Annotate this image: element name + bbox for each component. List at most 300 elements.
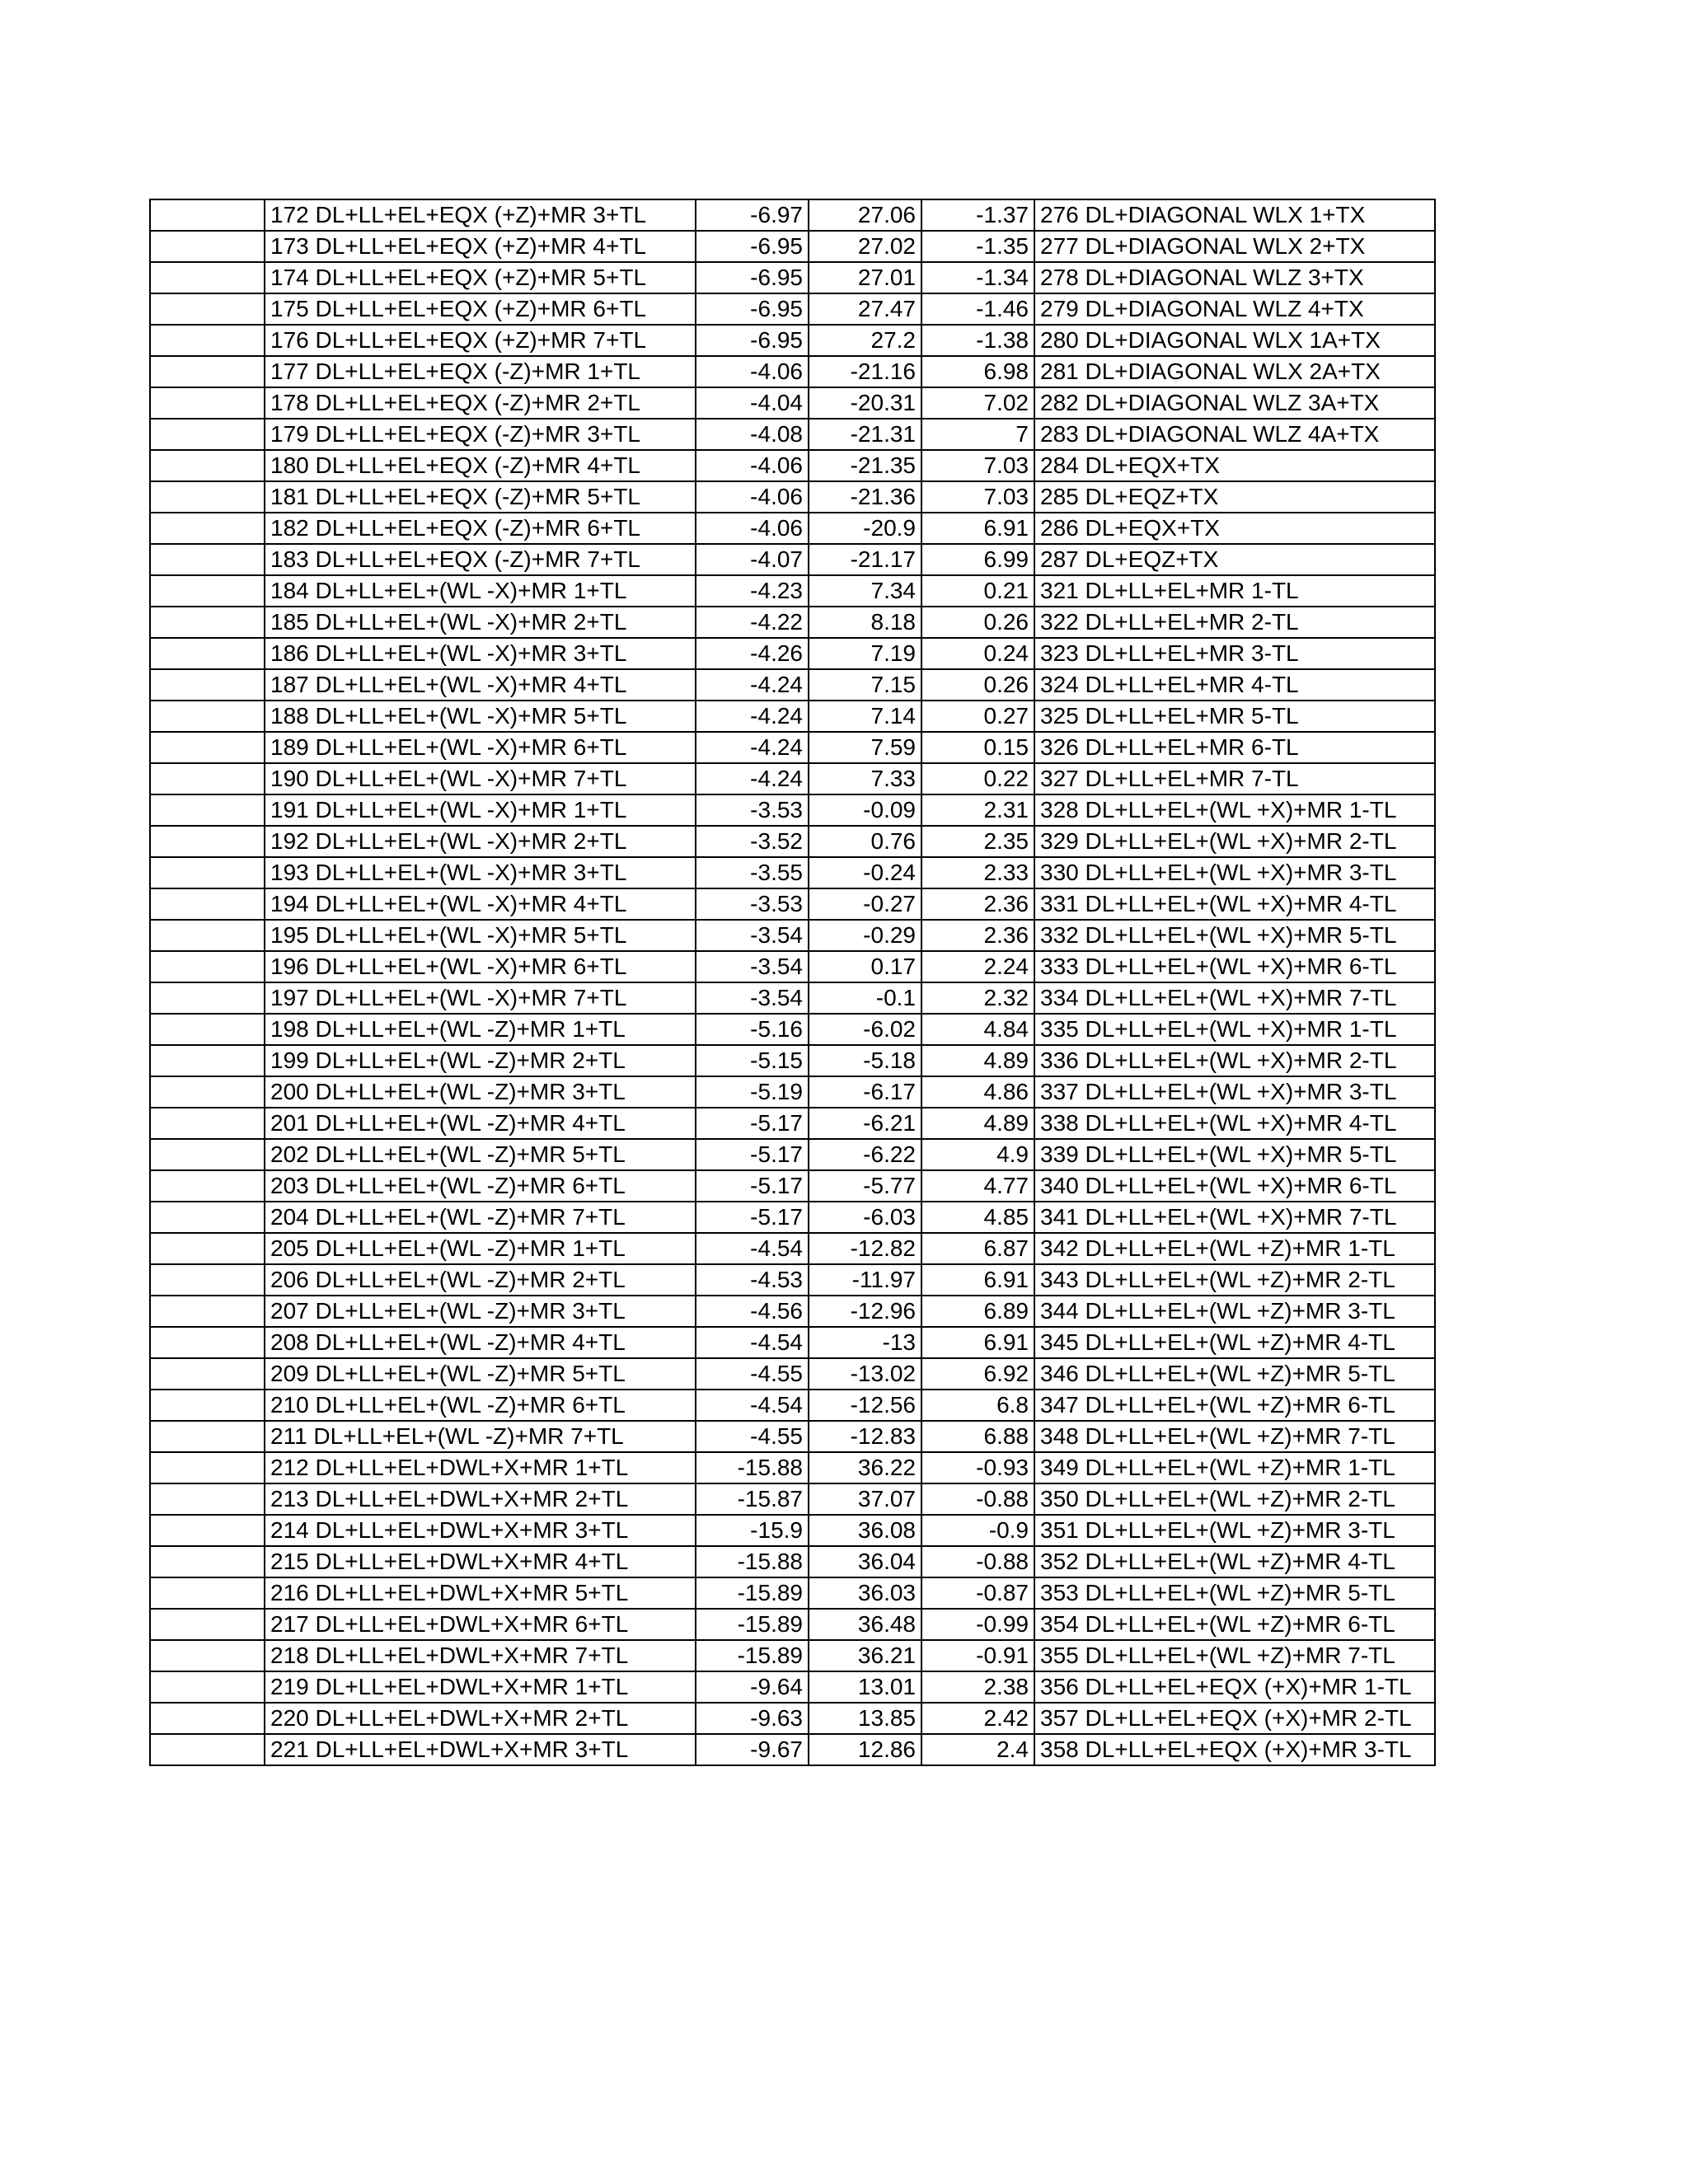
table-body — [150, 199, 1435, 1765]
value-1-cell: -15.9 — [696, 1515, 809, 1546]
value-3-cell: -1.38 — [921, 325, 1034, 356]
value-3-cell: 6.91 — [921, 513, 1034, 544]
empty-cell — [150, 794, 265, 826]
value-1-cell: -15.89 — [696, 1609, 809, 1640]
empty-cell — [150, 199, 265, 231]
empty-cell — [150, 1327, 265, 1358]
reference-combination-cell: 279 DL+DIAGONAL WLZ 4+TX — [1034, 293, 1435, 325]
table-row — [150, 1327, 1435, 1358]
value-1-cell: -3.55 — [696, 857, 809, 888]
value-1-cell: -3.54 — [696, 920, 809, 951]
empty-cell — [150, 1546, 265, 1577]
table-row — [150, 857, 1435, 888]
value-1-cell: -4.08 — [696, 419, 809, 450]
table-row — [150, 920, 1435, 951]
value-3-cell: -0.88 — [921, 1483, 1034, 1515]
load-combination-cell: 191 DL+LL+EL+(WL -X)+MR 1+TL — [265, 794, 696, 826]
empty-cell — [150, 1045, 265, 1076]
empty-cell — [150, 1202, 265, 1233]
value-2-cell: -20.9 — [809, 513, 921, 544]
load-combination-cell: 201 DL+LL+EL+(WL -Z)+MR 4+TL — [265, 1108, 696, 1139]
table-row — [150, 826, 1435, 857]
load-combination-cell: 200 DL+LL+EL+(WL -Z)+MR 3+TL — [265, 1076, 696, 1108]
reference-combination-cell: 327 DL+LL+EL+MR 7-TL — [1034, 763, 1435, 794]
table-row — [150, 1202, 1435, 1233]
value-1-cell: -4.06 — [696, 356, 809, 387]
value-1-cell: -4.54 — [696, 1390, 809, 1421]
table-row — [150, 1703, 1435, 1734]
table-row — [150, 1296, 1435, 1327]
load-combination-cell: 182 DL+LL+EL+EQX (-Z)+MR 6+TL — [265, 513, 696, 544]
reference-combination-cell: 276 DL+DIAGONAL WLX 1+TX — [1034, 199, 1435, 231]
value-2-cell: -21.16 — [809, 356, 921, 387]
value-1-cell: -6.95 — [696, 293, 809, 325]
value-3-cell: -0.88 — [921, 1546, 1034, 1577]
empty-cell — [150, 262, 265, 293]
value-2-cell: -13 — [809, 1327, 921, 1358]
table-row — [150, 450, 1435, 481]
table-row — [150, 1076, 1435, 1108]
reference-combination-cell: 353 DL+LL+EL+(WL +Z)+MR 5-TL — [1034, 1577, 1435, 1609]
value-2-cell: -21.31 — [809, 419, 921, 450]
value-2-cell: 7.59 — [809, 732, 921, 763]
value-1-cell: -5.15 — [696, 1045, 809, 1076]
load-combination-cell: 172 DL+LL+EL+EQX (+Z)+MR 3+TL — [265, 199, 696, 231]
reference-combination-cell: 342 DL+LL+EL+(WL +Z)+MR 1-TL — [1034, 1233, 1435, 1264]
empty-cell — [150, 325, 265, 356]
reference-combination-cell: 354 DL+LL+EL+(WL +Z)+MR 6-TL — [1034, 1609, 1435, 1640]
reference-combination-cell: 344 DL+LL+EL+(WL +Z)+MR 3-TL — [1034, 1296, 1435, 1327]
value-1-cell: -4.06 — [696, 513, 809, 544]
table-row — [150, 888, 1435, 920]
load-combination-cell: 195 DL+LL+EL+(WL -X)+MR 5+TL — [265, 920, 696, 951]
reference-combination-cell: 323 DL+LL+EL+MR 3-TL — [1034, 638, 1435, 669]
table-row — [150, 1671, 1435, 1703]
load-combination-cell: 203 DL+LL+EL+(WL -Z)+MR 6+TL — [265, 1170, 696, 1202]
table-row — [150, 575, 1435, 607]
load-combination-cell: 206 DL+LL+EL+(WL -Z)+MR 2+TL — [265, 1264, 696, 1296]
value-2-cell: -6.17 — [809, 1076, 921, 1108]
value-3-cell: -1.34 — [921, 262, 1034, 293]
load-combination-cell: 216 DL+LL+EL+DWL+X+MR 5+TL — [265, 1577, 696, 1609]
load-combination-cell: 177 DL+LL+EL+EQX (-Z)+MR 1+TL — [265, 356, 696, 387]
value-2-cell: -6.03 — [809, 1202, 921, 1233]
reference-combination-cell: 356 DL+LL+EL+EQX (+X)+MR 1-TL — [1034, 1671, 1435, 1703]
reference-combination-cell: 345 DL+LL+EL+(WL +Z)+MR 4-TL — [1034, 1327, 1435, 1358]
table-row — [150, 356, 1435, 387]
value-2-cell: 7.14 — [809, 701, 921, 732]
value-3-cell: 6.89 — [921, 1296, 1034, 1327]
empty-cell — [150, 826, 265, 857]
load-combination-cell: 186 DL+LL+EL+(WL -X)+MR 3+TL — [265, 638, 696, 669]
value-3-cell: 2.32 — [921, 982, 1034, 1014]
empty-cell — [150, 1703, 265, 1734]
load-combination-cell: 178 DL+LL+EL+EQX (-Z)+MR 2+TL — [265, 387, 696, 419]
value-1-cell: -3.52 — [696, 826, 809, 857]
value-1-cell: -4.54 — [696, 1233, 809, 1264]
reference-combination-cell: 338 DL+LL+EL+(WL +X)+MR 4-TL — [1034, 1108, 1435, 1139]
reference-combination-cell: 350 DL+LL+EL+(WL +Z)+MR 2-TL — [1034, 1483, 1435, 1515]
value-3-cell: 2.42 — [921, 1703, 1034, 1734]
reference-combination-cell: 329 DL+LL+EL+(WL +X)+MR 2-TL — [1034, 826, 1435, 857]
empty-cell — [150, 1390, 265, 1421]
empty-cell — [150, 1515, 265, 1546]
value-3-cell: -0.91 — [921, 1640, 1034, 1671]
reference-combination-cell: 346 DL+LL+EL+(WL +Z)+MR 5-TL — [1034, 1358, 1435, 1390]
reference-combination-cell: 335 DL+LL+EL+(WL +X)+MR 1-TL — [1034, 1014, 1435, 1045]
empty-cell — [150, 1296, 265, 1327]
value-1-cell: -15.89 — [696, 1640, 809, 1671]
table-row — [150, 419, 1435, 450]
load-combination-cell: 197 DL+LL+EL+(WL -X)+MR 7+TL — [265, 982, 696, 1014]
table-row — [150, 701, 1435, 732]
value-3-cell: 2.36 — [921, 920, 1034, 951]
value-2-cell: -0.29 — [809, 920, 921, 951]
empty-cell — [150, 1483, 265, 1515]
value-3-cell: 6.99 — [921, 544, 1034, 575]
reference-combination-cell: 325 DL+LL+EL+MR 5-TL — [1034, 701, 1435, 732]
table-row — [150, 1577, 1435, 1609]
value-2-cell: 36.04 — [809, 1546, 921, 1577]
value-3-cell: 6.92 — [921, 1358, 1034, 1390]
value-2-cell: -12.82 — [809, 1233, 921, 1264]
table-row — [150, 1233, 1435, 1264]
empty-cell — [150, 951, 265, 982]
table-row — [150, 1640, 1435, 1671]
table-row — [150, 1452, 1435, 1483]
reference-combination-cell: 283 DL+DIAGONAL WLZ 4A+TX — [1034, 419, 1435, 450]
value-3-cell: -0.99 — [921, 1609, 1034, 1640]
empty-cell — [150, 1452, 265, 1483]
empty-cell — [150, 544, 265, 575]
reference-combination-cell: 280 DL+DIAGONAL WLX 1A+TX — [1034, 325, 1435, 356]
reference-combination-cell: 321 DL+LL+EL+MR 1-TL — [1034, 575, 1435, 607]
empty-cell — [150, 888, 265, 920]
reference-combination-cell: 287 DL+EQZ+TX — [1034, 544, 1435, 575]
reference-combination-cell: 334 DL+LL+EL+(WL +X)+MR 7-TL — [1034, 982, 1435, 1014]
load-combination-cell: 193 DL+LL+EL+(WL -X)+MR 3+TL — [265, 857, 696, 888]
value-1-cell: -15.88 — [696, 1452, 809, 1483]
reference-combination-cell: 347 DL+LL+EL+(WL +Z)+MR 6-TL — [1034, 1390, 1435, 1421]
reference-combination-cell: 349 DL+LL+EL+(WL +Z)+MR 1-TL — [1034, 1452, 1435, 1483]
value-1-cell: -6.97 — [696, 199, 809, 231]
table-row — [150, 982, 1435, 1014]
value-2-cell: 27.02 — [809, 231, 921, 262]
table-row — [150, 1108, 1435, 1139]
value-3-cell: 2.35 — [921, 826, 1034, 857]
value-3-cell: 4.89 — [921, 1045, 1034, 1076]
value-1-cell: -9.63 — [696, 1703, 809, 1734]
value-3-cell: 0.26 — [921, 669, 1034, 701]
table-row — [150, 513, 1435, 544]
reference-combination-cell: 322 DL+LL+EL+MR 2-TL — [1034, 607, 1435, 638]
value-2-cell: 36.21 — [809, 1640, 921, 1671]
value-1-cell: -4.24 — [696, 669, 809, 701]
empty-cell — [150, 1170, 265, 1202]
value-3-cell: 0.26 — [921, 607, 1034, 638]
table-row — [150, 1546, 1435, 1577]
table-row — [150, 481, 1435, 513]
value-2-cell: -5.18 — [809, 1045, 921, 1076]
value-2-cell: 7.15 — [809, 669, 921, 701]
empty-cell — [150, 356, 265, 387]
value-1-cell: -4.06 — [696, 450, 809, 481]
value-2-cell: -0.1 — [809, 982, 921, 1014]
empty-cell — [150, 231, 265, 262]
reference-combination-cell: 285 DL+EQZ+TX — [1034, 481, 1435, 513]
value-1-cell: -4.04 — [696, 387, 809, 419]
value-3-cell: 6.91 — [921, 1264, 1034, 1296]
empty-cell — [150, 701, 265, 732]
table-row — [150, 669, 1435, 701]
load-combination-cell: 183 DL+LL+EL+EQX (-Z)+MR 7+TL — [265, 544, 696, 575]
empty-cell — [150, 607, 265, 638]
value-3-cell: 2.31 — [921, 794, 1034, 826]
table-row — [150, 1358, 1435, 1390]
value-1-cell: -4.24 — [696, 763, 809, 794]
value-2-cell: -0.24 — [809, 857, 921, 888]
reference-combination-cell: 343 DL+LL+EL+(WL +Z)+MR 2-TL — [1034, 1264, 1435, 1296]
value-3-cell: 2.38 — [921, 1671, 1034, 1703]
reference-combination-cell: 333 DL+LL+EL+(WL +X)+MR 6-TL — [1034, 951, 1435, 982]
value-1-cell: -5.17 — [696, 1139, 809, 1170]
value-2-cell: 37.07 — [809, 1483, 921, 1515]
table-row — [150, 763, 1435, 794]
value-2-cell: 13.85 — [809, 1703, 921, 1734]
value-1-cell: -4.07 — [696, 544, 809, 575]
empty-cell — [150, 1233, 265, 1264]
reference-combination-cell: 352 DL+LL+EL+(WL +Z)+MR 4-TL — [1034, 1546, 1435, 1577]
value-2-cell: -13.02 — [809, 1358, 921, 1390]
load-combination-cell: 204 DL+LL+EL+(WL -Z)+MR 7+TL — [265, 1202, 696, 1233]
value-2-cell: -5.77 — [809, 1170, 921, 1202]
value-2-cell: 0.17 — [809, 951, 921, 982]
value-1-cell: -4.24 — [696, 732, 809, 763]
table-row — [150, 951, 1435, 982]
empty-cell — [150, 419, 265, 450]
empty-cell — [150, 669, 265, 701]
empty-cell — [150, 481, 265, 513]
value-2-cell: -0.09 — [809, 794, 921, 826]
value-2-cell: 0.76 — [809, 826, 921, 857]
value-1-cell: -5.17 — [696, 1202, 809, 1233]
empty-cell — [150, 920, 265, 951]
value-3-cell: -1.37 — [921, 199, 1034, 231]
empty-cell — [150, 1139, 265, 1170]
load-combination-cell: 209 DL+LL+EL+(WL -Z)+MR 5+TL — [265, 1358, 696, 1390]
reference-combination-cell: 351 DL+LL+EL+(WL +Z)+MR 3-TL — [1034, 1515, 1435, 1546]
load-combination-cell: 220 DL+LL+EL+DWL+X+MR 2+TL — [265, 1703, 696, 1734]
value-2-cell: -0.27 — [809, 888, 921, 920]
empty-cell — [150, 575, 265, 607]
value-3-cell: 6.88 — [921, 1421, 1034, 1452]
value-3-cell: -1.46 — [921, 293, 1034, 325]
empty-cell — [150, 1577, 265, 1609]
empty-cell — [150, 1609, 265, 1640]
table-row — [150, 1264, 1435, 1296]
empty-cell — [150, 387, 265, 419]
table-row — [150, 387, 1435, 419]
value-2-cell: 27.01 — [809, 262, 921, 293]
reference-combination-cell: 358 DL+LL+EL+EQX (+X)+MR 3-TL — [1034, 1734, 1435, 1765]
value-2-cell: -6.02 — [809, 1014, 921, 1045]
load-combination-cell: 189 DL+LL+EL+(WL -X)+MR 6+TL — [265, 732, 696, 763]
table-row — [150, 1609, 1435, 1640]
value-2-cell: 27.47 — [809, 293, 921, 325]
value-2-cell: -20.31 — [809, 387, 921, 419]
value-2-cell: 8.18 — [809, 607, 921, 638]
value-1-cell: -6.95 — [696, 325, 809, 356]
reference-combination-cell: 332 DL+LL+EL+(WL +X)+MR 5-TL — [1034, 920, 1435, 951]
load-combination-cell: 190 DL+LL+EL+(WL -X)+MR 7+TL — [265, 763, 696, 794]
value-2-cell: 27.2 — [809, 325, 921, 356]
reference-combination-cell: 326 DL+LL+EL+MR 6-TL — [1034, 732, 1435, 763]
value-3-cell: -0.93 — [921, 1452, 1034, 1483]
value-3-cell: 6.91 — [921, 1327, 1034, 1358]
value-1-cell: -4.06 — [696, 481, 809, 513]
load-combination-cell: 184 DL+LL+EL+(WL -X)+MR 1+TL — [265, 575, 696, 607]
load-combination-table — [149, 199, 1436, 1766]
table-row — [150, 544, 1435, 575]
empty-cell — [150, 638, 265, 669]
empty-cell — [150, 982, 265, 1014]
load-combination-cell: 180 DL+LL+EL+EQX (-Z)+MR 4+TL — [265, 450, 696, 481]
value-1-cell: -15.88 — [696, 1546, 809, 1577]
value-3-cell: 0.22 — [921, 763, 1034, 794]
reference-combination-cell: 330 DL+LL+EL+(WL +X)+MR 3-TL — [1034, 857, 1435, 888]
value-1-cell: -6.95 — [696, 262, 809, 293]
value-2-cell: 36.22 — [809, 1452, 921, 1483]
table-row — [150, 199, 1435, 231]
reference-combination-cell: 339 DL+LL+EL+(WL +X)+MR 5-TL — [1034, 1139, 1435, 1170]
value-3-cell: 7.03 — [921, 481, 1034, 513]
empty-cell — [150, 857, 265, 888]
value-1-cell: -3.53 — [696, 794, 809, 826]
table-row — [150, 1170, 1435, 1202]
value-1-cell: -4.54 — [696, 1327, 809, 1358]
load-combination-cell: 185 DL+LL+EL+(WL -X)+MR 2+TL — [265, 607, 696, 638]
empty-cell — [150, 1014, 265, 1045]
value-3-cell: 0.27 — [921, 701, 1034, 732]
value-2-cell: -12.83 — [809, 1421, 921, 1452]
load-combination-cell: 192 DL+LL+EL+(WL -X)+MR 2+TL — [265, 826, 696, 857]
value-3-cell: 2.4 — [921, 1734, 1034, 1765]
table-row — [150, 325, 1435, 356]
value-3-cell: 0.15 — [921, 732, 1034, 763]
value-1-cell: -5.17 — [696, 1108, 809, 1139]
value-1-cell: -3.54 — [696, 951, 809, 982]
reference-combination-cell: 281 DL+DIAGONAL WLX 2A+TX — [1034, 356, 1435, 387]
load-combination-cell: 218 DL+LL+EL+DWL+X+MR 7+TL — [265, 1640, 696, 1671]
reference-combination-cell: 348 DL+LL+EL+(WL +Z)+MR 7-TL — [1034, 1421, 1435, 1452]
load-combination-cell: 210 DL+LL+EL+(WL -Z)+MR 6+TL — [265, 1390, 696, 1421]
value-1-cell: -9.67 — [696, 1734, 809, 1765]
value-1-cell: -4.53 — [696, 1264, 809, 1296]
value-1-cell: -5.19 — [696, 1076, 809, 1108]
value-2-cell: -12.56 — [809, 1390, 921, 1421]
value-1-cell: -5.16 — [696, 1014, 809, 1045]
empty-cell — [150, 293, 265, 325]
load-combination-cell: 199 DL+LL+EL+(WL -Z)+MR 2+TL — [265, 1045, 696, 1076]
value-3-cell: 7 — [921, 419, 1034, 450]
value-1-cell: -3.54 — [696, 982, 809, 1014]
empty-cell — [150, 1076, 265, 1108]
load-combination-cell: 196 DL+LL+EL+(WL -X)+MR 6+TL — [265, 951, 696, 982]
table-row — [150, 231, 1435, 262]
table-row — [150, 1421, 1435, 1452]
table-row — [150, 794, 1435, 826]
empty-cell — [150, 1421, 265, 1452]
value-3-cell: 4.86 — [921, 1076, 1034, 1108]
value-2-cell: 12.86 — [809, 1734, 921, 1765]
load-combination-cell: 176 DL+LL+EL+EQX (+Z)+MR 7+TL — [265, 325, 696, 356]
value-2-cell: -21.17 — [809, 544, 921, 575]
value-1-cell: -4.23 — [696, 575, 809, 607]
table-row — [150, 732, 1435, 763]
reference-combination-cell: 328 DL+LL+EL+(WL +X)+MR 1-TL — [1034, 794, 1435, 826]
value-1-cell: -15.89 — [696, 1577, 809, 1609]
empty-cell — [150, 450, 265, 481]
load-combination-cell: 205 DL+LL+EL+(WL -Z)+MR 1+TL — [265, 1233, 696, 1264]
load-combination-cell: 198 DL+LL+EL+(WL -Z)+MR 1+TL — [265, 1014, 696, 1045]
value-3-cell: -0.9 — [921, 1515, 1034, 1546]
value-2-cell: 36.08 — [809, 1515, 921, 1546]
value-2-cell: 7.34 — [809, 575, 921, 607]
value-3-cell: 2.33 — [921, 857, 1034, 888]
empty-cell — [150, 732, 265, 763]
reference-combination-cell: 341 DL+LL+EL+(WL +X)+MR 7-TL — [1034, 1202, 1435, 1233]
table-row — [150, 1014, 1435, 1045]
value-3-cell: -1.35 — [921, 231, 1034, 262]
value-1-cell: -4.55 — [696, 1421, 809, 1452]
empty-cell — [150, 1264, 265, 1296]
reference-combination-cell: 278 DL+DIAGONAL WLZ 3+TX — [1034, 262, 1435, 293]
load-combination-cell: 175 DL+LL+EL+EQX (+Z)+MR 6+TL — [265, 293, 696, 325]
value-1-cell: -4.26 — [696, 638, 809, 669]
empty-cell — [150, 1108, 265, 1139]
value-1-cell: -15.87 — [696, 1483, 809, 1515]
reference-combination-cell: 357 DL+LL+EL+EQX (+X)+MR 2-TL — [1034, 1703, 1435, 1734]
value-1-cell: -9.64 — [696, 1671, 809, 1703]
load-combination-cell: 179 DL+LL+EL+EQX (-Z)+MR 3+TL — [265, 419, 696, 450]
value-2-cell: -12.96 — [809, 1296, 921, 1327]
value-3-cell: 2.24 — [921, 951, 1034, 982]
reference-combination-cell: 284 DL+EQX+TX — [1034, 450, 1435, 481]
value-3-cell: -0.87 — [921, 1577, 1034, 1609]
value-3-cell: 6.98 — [921, 356, 1034, 387]
value-3-cell: 4.89 — [921, 1108, 1034, 1139]
table-row — [150, 1390, 1435, 1421]
load-combination-cell: 217 DL+LL+EL+DWL+X+MR 6+TL — [265, 1609, 696, 1640]
value-2-cell: 13.01 — [809, 1671, 921, 1703]
reference-combination-cell: 324 DL+LL+EL+MR 4-TL — [1034, 669, 1435, 701]
load-combination-cell: 207 DL+LL+EL+(WL -Z)+MR 3+TL — [265, 1296, 696, 1327]
value-2-cell: 36.03 — [809, 1577, 921, 1609]
value-3-cell: 0.24 — [921, 638, 1034, 669]
value-3-cell: 0.21 — [921, 575, 1034, 607]
value-1-cell: -5.17 — [696, 1170, 809, 1202]
reference-combination-cell: 340 DL+LL+EL+(WL +X)+MR 6-TL — [1034, 1170, 1435, 1202]
reference-combination-cell: 282 DL+DIAGONAL WLZ 3A+TX — [1034, 387, 1435, 419]
value-2-cell: -21.35 — [809, 450, 921, 481]
load-combination-cell: 194 DL+LL+EL+(WL -X)+MR 4+TL — [265, 888, 696, 920]
table-row — [150, 607, 1435, 638]
value-2-cell: -11.97 — [809, 1264, 921, 1296]
value-1-cell: -3.53 — [696, 888, 809, 920]
table-row — [150, 1734, 1435, 1765]
value-2-cell: 36.48 — [809, 1609, 921, 1640]
value-3-cell: 4.84 — [921, 1014, 1034, 1045]
